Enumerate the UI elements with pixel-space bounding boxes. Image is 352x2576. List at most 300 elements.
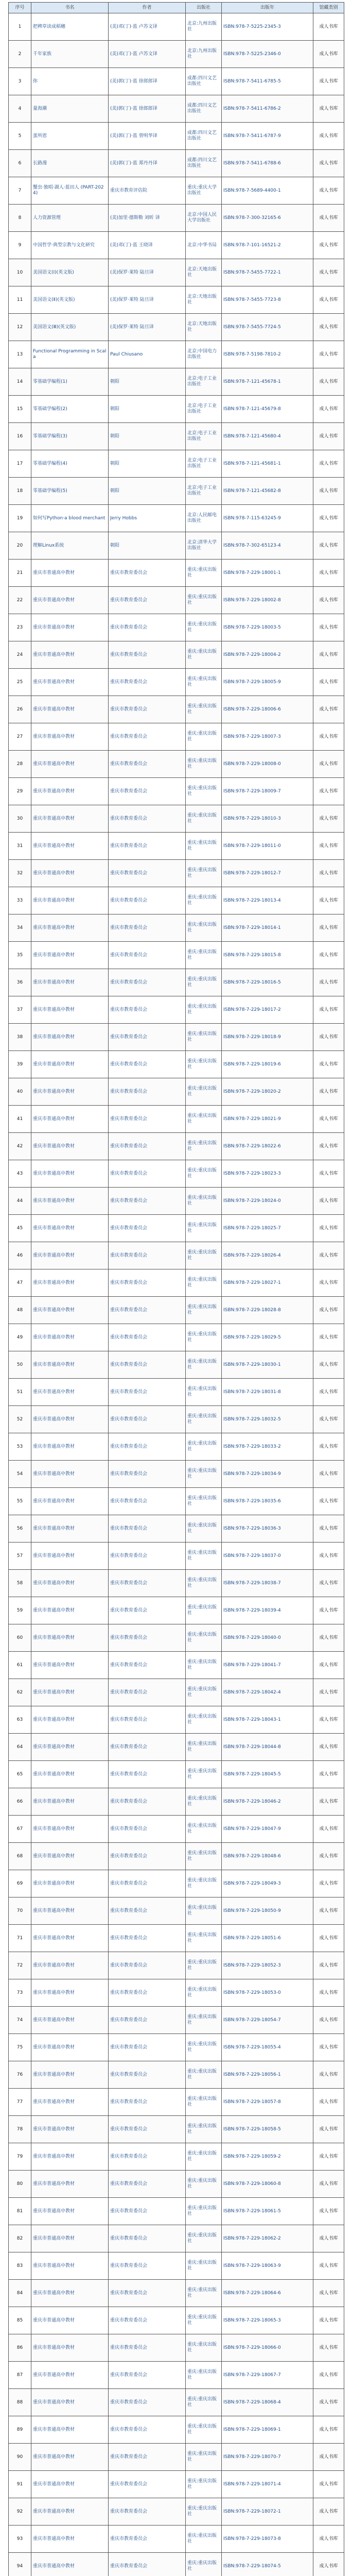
category-cell: 成人书库: [313, 13, 344, 41]
year-cell: ISBN:978-7-229-18060-8: [222, 2171, 313, 2198]
index-cell: 47: [9, 1269, 31, 1297]
category-cell: 成人书库: [313, 1351, 344, 1379]
author-cell: 重庆市教育委员会: [109, 2198, 186, 2225]
title-cell: 零基础学编程(3): [31, 423, 109, 450]
category-cell: 成人书库: [313, 2116, 344, 2143]
publisher-cell: 重庆:重庆出版社: [186, 2198, 222, 2225]
publisher-cell: 重庆:重庆出版社: [186, 1870, 222, 1897]
publisher-cell: 北京:天地出版社: [186, 314, 222, 341]
publisher-cell: 重庆:重庆出版社: [186, 2007, 222, 2034]
category-cell: 成人书库: [313, 341, 344, 368]
publisher-cell: 北京:电子工业出版社: [186, 478, 222, 505]
title-cell: 重庆市普通高中教材: [31, 2034, 109, 2061]
index-cell: 43: [9, 1160, 31, 1188]
publisher-cell: 重庆:重庆出版社: [186, 914, 222, 942]
category-cell: 成人书库: [313, 1488, 344, 1515]
title-cell: 重庆市普通高中教材: [31, 1488, 109, 1515]
publisher-cell: 北京:九州出版社: [186, 41, 222, 68]
title-cell: 重庆市普通高中教材: [31, 1024, 109, 1051]
publisher-cell: 重庆:重庆出版社: [186, 2225, 222, 2252]
author-cell: 重庆市教育委员会: [109, 1324, 186, 1351]
category-cell: 成人书库: [313, 1433, 344, 1461]
year-cell: ISBN:978-7-229-18047-9: [222, 1816, 313, 1843]
table-row: [9, 833, 344, 860]
author-cell: 重庆市教育委员会: [109, 641, 186, 669]
index-cell: 71: [9, 1925, 31, 1952]
year-cell: ISBN:978-7-5455-7722-1: [222, 259, 313, 286]
author-cell: 重庆市教育委员会: [109, 2307, 186, 2334]
year-cell: ISBN:978-7-229-18052-3: [222, 1952, 313, 1979]
title-cell: 重庆市普通高中教材: [31, 1433, 109, 1461]
title-cell: 重庆市普通高中教材: [31, 1816, 109, 1843]
index-cell: 20: [9, 532, 31, 560]
category-cell: 成人书库: [313, 2334, 344, 2362]
index-cell: 89: [9, 2416, 31, 2444]
year-cell: ISBN:978-7-229-18024-0: [222, 1188, 313, 1215]
category-cell: 成人书库: [313, 1788, 344, 1816]
author-cell: (美)邓(丁)·蓝 卢苏文译: [109, 13, 186, 41]
author-cell: 重庆市教育委员会: [109, 860, 186, 887]
index-cell: 5: [9, 123, 31, 150]
title-cell: 重庆市普通高中教材: [31, 969, 109, 996]
table-row: [9, 205, 344, 232]
table-row: [9, 2089, 344, 2116]
year-cell: ISBN:978-7-229-18061-5: [222, 2198, 313, 2225]
index-cell: 55: [9, 1488, 31, 1515]
publisher-cell: 重庆:重庆出版社: [186, 1543, 222, 1570]
title-cell: 你: [31, 68, 109, 95]
author-cell: 重庆市教育委员会: [109, 1706, 186, 1734]
table-row: [9, 560, 344, 587]
title-cell: 重庆市普通高中教材: [31, 2553, 109, 2576]
title-cell: 千年家族: [31, 41, 109, 68]
table-row: [9, 887, 344, 914]
author-cell: 重庆市教育委员会: [109, 1024, 186, 1051]
publisher-cell: 重庆:重庆出版社: [186, 1979, 222, 2007]
author-cell: (美)郭(丁)·蓝 曾明华译: [109, 123, 186, 150]
table-row: [9, 2307, 344, 2334]
year-cell: ISBN:978-7-229-18015-8: [222, 942, 313, 969]
author-cell: 重庆市教育委员会: [109, 2389, 186, 2416]
table-row: [9, 1488, 344, 1515]
index-cell: 87: [9, 2362, 31, 2389]
year-cell: ISBN:978-7-229-18035-6: [222, 1488, 313, 1515]
publisher-cell: 重庆:重庆出版社: [186, 669, 222, 696]
table-row: [9, 177, 344, 205]
publisher-cell: 重庆:重庆出版社: [186, 2089, 222, 2116]
table-row: [9, 1570, 344, 1597]
publisher-cell: 重庆:重庆出版社: [186, 1788, 222, 1816]
title-cell: 重庆市普通高中教材: [31, 887, 109, 914]
category-cell: 成人书库: [313, 2089, 344, 2116]
publisher-cell: 重庆:重庆出版社: [186, 1215, 222, 1242]
year-cell: ISBN:978-7-229-18042-4: [222, 1679, 313, 1706]
publisher-cell: 重庆:重庆出版社: [186, 2334, 222, 2362]
publisher-cell: 重庆:重庆出版社: [186, 2307, 222, 2334]
author-cell: 重庆市教育委员会: [109, 1515, 186, 1543]
table-row: [9, 641, 344, 669]
year-cell: ISBN:978-7-229-18012-7: [222, 860, 313, 887]
index-cell: 15: [9, 396, 31, 423]
table-row: [9, 969, 344, 996]
year-cell: ISBN:978-7-5411-6786-2: [222, 95, 313, 123]
table-row: [9, 450, 344, 478]
author-cell: 重庆市教育委员会: [109, 2061, 186, 2089]
index-cell: 17: [9, 450, 31, 478]
index-cell: 48: [9, 1297, 31, 1324]
title-cell: 重庆市普通高中教材: [31, 1078, 109, 1106]
category-cell: 成人书库: [313, 669, 344, 696]
category-cell: 成人书库: [313, 532, 344, 560]
table-row: [9, 1297, 344, 1324]
index-cell: 58: [9, 1570, 31, 1597]
index-cell: 69: [9, 1870, 31, 1897]
category-cell: 成人书库: [313, 996, 344, 1024]
author-cell: 重庆市教育委员会: [109, 1870, 186, 1897]
table-row: [9, 1543, 344, 1570]
title-cell: 重庆市普通高中教材: [31, 2198, 109, 2225]
category-cell: 成人书库: [313, 1761, 344, 1788]
table-row: [9, 1024, 344, 1051]
category-cell: 成人书库: [313, 2143, 344, 2171]
author-cell: 重庆市教育委员会: [109, 2471, 186, 2498]
publisher-cell: 重庆:重庆出版社: [186, 2362, 222, 2389]
category-cell: 成人书库: [313, 1297, 344, 1324]
table-row: [9, 1925, 344, 1952]
table-row: [9, 259, 344, 286]
author-cell: 重庆市教育委员会: [109, 1379, 186, 1406]
author-cell: 重庆市教育委员会: [109, 2007, 186, 2034]
index-cell: 4: [9, 95, 31, 123]
title-cell: 重庆市普通高中教材: [31, 1215, 109, 1242]
table-row: [9, 1051, 344, 1078]
title-cell: 重庆市普通高中教材: [31, 2334, 109, 2362]
publisher-cell: 重庆:重庆出版社: [186, 2034, 222, 2061]
title-cell: 重庆市普通高中教材: [31, 1734, 109, 1761]
author-cell: 重庆市教育委员会: [109, 1488, 186, 1515]
title-cell: 重庆市普通高中教材: [31, 2498, 109, 2526]
table-row: [9, 1106, 344, 1133]
index-cell: 35: [9, 942, 31, 969]
category-cell: 成人书库: [313, 1051, 344, 1078]
author-cell: 重庆市教育委员会: [109, 805, 186, 833]
year-cell: ISBN:978-7-229-18006-6: [222, 696, 313, 723]
publisher-cell: 重庆:重庆出版社: [186, 1761, 222, 1788]
publisher-cell: 重庆:重庆出版社: [186, 1351, 222, 1379]
index-cell: 49: [9, 1324, 31, 1351]
publisher-cell: 北京:中国人民大学出版社: [186, 205, 222, 232]
publisher-cell: 重庆:重庆出版社: [186, 1406, 222, 1433]
publisher-cell: 重庆:重庆出版社: [186, 1324, 222, 1351]
category-cell: 成人书库: [313, 1324, 344, 1351]
category-cell: 成人书库: [313, 2007, 344, 2034]
title-cell: 重庆市普通高中教材: [31, 2471, 109, 2498]
title-cell: 重庆市普通高中教材: [31, 2444, 109, 2471]
index-cell: 28: [9, 751, 31, 778]
title-cell: 重庆市普通高中教材: [31, 2116, 109, 2143]
category-cell: 成人书库: [313, 2252, 344, 2280]
table-row: [9, 1160, 344, 1188]
title-cell: 重庆市普通高中教材: [31, 696, 109, 723]
year-cell: ISBN:978-7-229-18021-9: [222, 1106, 313, 1133]
author-cell: 重庆市教育委员会: [109, 1952, 186, 1979]
title-cell: 重庆市普通高中教材: [31, 914, 109, 942]
category-cell: 成人书库: [313, 1515, 344, 1543]
publisher-cell: 重庆:重庆出版社: [186, 1952, 222, 1979]
category-cell: 成人书库: [313, 2225, 344, 2252]
publisher-cell: 重庆:重庆出版社: [186, 833, 222, 860]
year-cell: ISBN:978-7-229-18027-1: [222, 1269, 313, 1297]
index-cell: 30: [9, 805, 31, 833]
table-row: [9, 1351, 344, 1379]
header-index: 序号: [9, 3, 31, 13]
publisher-cell: 重庆:重庆出版社: [186, 2444, 222, 2471]
year-cell: ISBN:978-7-5411-6788-6: [222, 150, 313, 177]
author-cell: 重庆市教育委员会: [109, 2280, 186, 2307]
author-cell: 重庆市教育委员会: [109, 2034, 186, 2061]
category-cell: 成人书库: [313, 969, 344, 996]
publisher-cell: 重庆:重庆出版社: [186, 1624, 222, 1652]
publisher-cell: 成都:四川文艺出版社: [186, 95, 222, 123]
publisher-cell: 重庆:重庆出版社: [186, 1024, 222, 1051]
index-cell: 34: [9, 914, 31, 942]
year-cell: ISBN:978-7-5411-6785-5: [222, 68, 313, 95]
index-cell: 91: [9, 2471, 31, 2498]
author-cell: 重庆市教育委员会: [109, 1597, 186, 1624]
category-cell: 成人书库: [313, 614, 344, 641]
title-cell: 把稗草读成稻穗: [31, 13, 109, 41]
table-row: [9, 723, 344, 751]
author-cell: 重庆市教育委员会: [109, 778, 186, 805]
index-cell: 65: [9, 1761, 31, 1788]
category-cell: 成人书库: [313, 1078, 344, 1106]
year-cell: ISBN:978-7-229-18059-2: [222, 2143, 313, 2171]
index-cell: 63: [9, 1706, 31, 1734]
publisher-cell: 重庆:重庆出版社: [186, 641, 222, 669]
year-cell: ISBN:978-7-229-18041-7: [222, 1652, 313, 1679]
title-cell: 零基础学编程(2): [31, 396, 109, 423]
author-cell: 重庆市教育委员会: [109, 887, 186, 914]
table-row: [9, 1624, 344, 1652]
category-cell: 成人书库: [313, 259, 344, 286]
year-cell: ISBN:978-7-229-18058-5: [222, 2116, 313, 2143]
year-cell: ISBN:978-7-121-45680-4: [222, 423, 313, 450]
author-cell: 重庆市教育委员会: [109, 560, 186, 587]
category-cell: 成人书库: [313, 1133, 344, 1160]
year-cell: ISBN:978-7-229-18066-0: [222, 2334, 313, 2362]
category-cell: 成人书库: [313, 641, 344, 669]
year-cell: ISBN:978-7-5689-4400-1: [222, 177, 313, 205]
publisher-cell: 北京:清华大学出版社: [186, 532, 222, 560]
index-cell: 75: [9, 2034, 31, 2061]
category-cell: 成人书库: [313, 2526, 344, 2553]
author-cell: 重庆市教育委员会: [109, 2143, 186, 2171]
index-cell: 25: [9, 669, 31, 696]
table-row: [9, 1597, 344, 1624]
index-cell: 1: [9, 13, 31, 41]
author-cell: 重庆市教育委员会: [109, 2116, 186, 2143]
title-cell: 量海潮: [31, 95, 109, 123]
publisher-cell: 重庆:重庆出版社: [186, 2116, 222, 2143]
author-cell: 重庆市教育评估院: [109, 177, 186, 205]
year-cell: ISBN:978-7-121-45679-8: [222, 396, 313, 423]
title-cell: 重庆市普通高中教材: [31, 805, 109, 833]
index-cell: 16: [9, 423, 31, 450]
index-cell: 9: [9, 232, 31, 259]
author-cell: 重庆市教育委员会: [109, 2225, 186, 2252]
publisher-cell: 重庆:重庆出版社: [186, 587, 222, 614]
category-cell: 成人书库: [313, 1106, 344, 1133]
table-row: [9, 696, 344, 723]
table-row: [9, 13, 344, 41]
title-cell: 重庆市普通高中教材: [31, 2280, 109, 2307]
author-cell: 重庆市教育委员会: [109, 996, 186, 1024]
author-cell: 重庆市教育委员会: [109, 1816, 186, 1843]
publisher-cell: 重庆:重庆出版社: [186, 1078, 222, 1106]
author-cell: 重庆市教育委员会: [109, 1351, 186, 1379]
year-cell: ISBN:978-7-229-18045-5: [222, 1761, 313, 1788]
index-cell: 19: [9, 505, 31, 532]
author-cell: Paul Chiusano: [109, 341, 186, 368]
author-cell: (美)保罗·莱特 陆旦译: [109, 286, 186, 314]
year-cell: ISBN:978-7-229-18004-2: [222, 641, 313, 669]
author-cell: (美)加里·德斯勒 刘昕 译: [109, 205, 186, 232]
index-cell: 50: [9, 1351, 31, 1379]
category-cell: 成人书库: [313, 1952, 344, 1979]
publisher-cell: 成都:四川文艺出版社: [186, 68, 222, 95]
index-cell: 94: [9, 2553, 31, 2576]
author-cell: 重庆市教育委员会: [109, 669, 186, 696]
category-cell: 成人书库: [313, 2471, 344, 2498]
table-row: [9, 2143, 344, 2171]
publisher-cell: 重庆:重庆出版社: [186, 1051, 222, 1078]
index-cell: 32: [9, 860, 31, 887]
category-cell: 成人书库: [313, 177, 344, 205]
publisher-cell: 北京:中国电力出版社: [186, 341, 222, 368]
year-cell: ISBN:978-7-302-65123-4: [222, 532, 313, 560]
title-cell: 重庆市普通高中教材: [31, 1788, 109, 1816]
category-cell: 成人书库: [313, 1843, 344, 1870]
publisher-cell: 重庆:重庆出版社: [186, 1679, 222, 1706]
category-cell: 成人书库: [313, 2034, 344, 2061]
year-cell: ISBN:978-7-229-18007-3: [222, 723, 313, 751]
index-cell: 78: [9, 2116, 31, 2143]
publisher-cell: 重庆:重庆出版社: [186, 1816, 222, 1843]
category-cell: 成人书库: [313, 942, 344, 969]
category-cell: 成人书库: [313, 1925, 344, 1952]
year-cell: ISBN:978-7-229-18062-2: [222, 2225, 313, 2252]
table-row: [9, 2553, 344, 2576]
index-cell: 82: [9, 2225, 31, 2252]
year-cell: ISBN:978-7-229-18067-7: [222, 2362, 313, 2389]
title-cell: 重庆市普通高中教材: [31, 2225, 109, 2252]
table-row: [9, 2061, 344, 2089]
publisher-cell: 重庆:重庆出版社: [186, 1133, 222, 1160]
table-row: [9, 2498, 344, 2526]
table-row: [9, 2034, 344, 2061]
index-cell: 74: [9, 2007, 31, 2034]
title-cell: 重庆市普通高中教材: [31, 1188, 109, 1215]
book-list-sheet: [8, 2, 344, 2576]
year-cell: ISBN:978-7-5455-7723-8: [222, 286, 313, 314]
year-cell: ISBN:978-7-229-18074-5: [222, 2553, 313, 2576]
category-cell: 成人书库: [313, 1215, 344, 1242]
publisher-cell: 北京:电子工业出版社: [186, 368, 222, 396]
publisher-cell: 重庆:重庆出版社: [186, 778, 222, 805]
index-cell: 42: [9, 1133, 31, 1160]
publisher-cell: 重庆:重庆出版社: [186, 887, 222, 914]
year-cell: ISBN:978-7-5225-2345-3: [222, 13, 313, 41]
table-row: [9, 1870, 344, 1897]
author-cell: (美)郭(丁)·蓝 徐郎郎译: [109, 95, 186, 123]
publisher-cell: 重庆:重庆出版社: [186, 2553, 222, 2576]
index-cell: 86: [9, 2334, 31, 2362]
index-cell: 31: [9, 833, 31, 860]
year-cell: ISBN:978-7-229-18073-8: [222, 2526, 313, 2553]
publisher-cell: 北京:电子工业出版社: [186, 450, 222, 478]
author-cell: 重庆市教育委员会: [109, 2252, 186, 2280]
title-cell: 重庆市普通高中教材: [31, 2362, 109, 2389]
table-row: [9, 314, 344, 341]
category-cell: 成人书库: [313, 723, 344, 751]
index-cell: 26: [9, 696, 31, 723]
publisher-cell: 重庆:重庆出版社: [186, 2389, 222, 2416]
author-cell: 重庆市教育委员会: [109, 2553, 186, 2576]
title-cell: 长路漫: [31, 150, 109, 177]
author-cell: 重庆市教育委员会: [109, 2089, 186, 2116]
title-cell: 重庆市普通高中教材: [31, 942, 109, 969]
title-cell: 重庆市普通高中教材: [31, 1297, 109, 1324]
category-cell: 成人书库: [313, 1242, 344, 1269]
year-cell: ISBN:978-7-5411-6787-9: [222, 123, 313, 150]
category-cell: 成人书库: [313, 1024, 344, 1051]
author-cell: Jerry Hobbs: [109, 505, 186, 532]
publisher-cell: 重庆:重庆出版社: [186, 2143, 222, 2171]
title-cell: 重庆市普通高中教材: [31, 2252, 109, 2280]
table-row: [9, 232, 344, 259]
category-cell: 成人书库: [313, 805, 344, 833]
category-cell: 成人书库: [313, 1816, 344, 1843]
index-cell: 7: [9, 177, 31, 205]
category-cell: 成人书库: [313, 314, 344, 341]
author-cell: 重庆市教育委员会: [109, 1269, 186, 1297]
author-cell: 朝阳: [109, 532, 186, 560]
publisher-cell: 重庆:重庆出版社: [186, 2471, 222, 2498]
index-cell: 23: [9, 614, 31, 641]
index-cell: 46: [9, 1242, 31, 1269]
table-row: [9, 1433, 344, 1461]
publisher-cell: 重庆:重庆大学出版社: [186, 177, 222, 205]
title-cell: 蛋所恩: [31, 123, 109, 150]
author-cell: 重庆市教育委员会: [109, 1188, 186, 1215]
category-cell: 成人书库: [313, 1706, 344, 1734]
author-cell: 重庆市教育委员会: [109, 1433, 186, 1461]
year-cell: ISBN:978-7-229-18051-6: [222, 1925, 313, 1952]
year-cell: ISBN:978-7-229-18054-7: [222, 2007, 313, 2034]
index-cell: 22: [9, 587, 31, 614]
author-cell: (美)邓(丁)·蓝 卢苏文译: [109, 41, 186, 68]
title-cell: 重庆市普通高中教材: [31, 1543, 109, 1570]
category-cell: 成人书库: [313, 2362, 344, 2389]
title-cell: 重庆市普通高中教材: [31, 1952, 109, 1979]
author-cell: 重庆市教育委员会: [109, 2334, 186, 2362]
year-cell: ISBN:978-7-229-18071-4: [222, 2471, 313, 2498]
index-cell: 39: [9, 1051, 31, 1078]
index-cell: 85: [9, 2307, 31, 2334]
title-cell: 重庆市普通高中教材: [31, 1106, 109, 1133]
index-cell: 83: [9, 2252, 31, 2280]
title-cell: 重庆市普通高中教材: [31, 751, 109, 778]
